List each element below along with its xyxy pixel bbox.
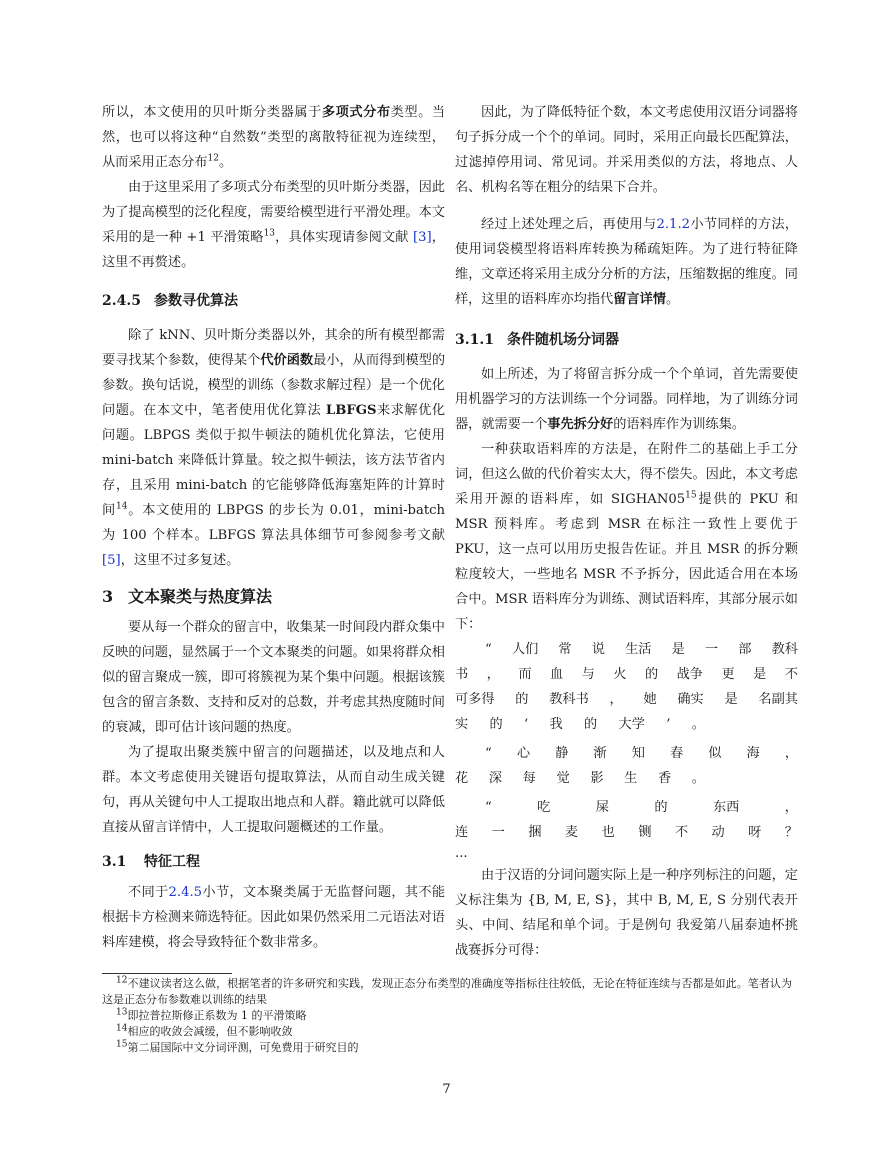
corpus-token: 似: [708, 746, 722, 761]
corpus-token: 花: [455, 771, 469, 786]
section-heading-3-1: 3.1 特征工程: [102, 854, 200, 870]
paragraph: 经过上述处理之后，再使用与2.1.2小节同样的方法，使用词袋模型将语料库转换为稀疏矩阵。为了进行特征降维，文章还将采用主成分分析的方法，压缩数据的维度。同样，这里的语料库亦均指代留言详情。: [455, 217, 799, 307]
paragraph: 不同于2.4.5小节，文本聚类属于无监督问题，其不能根据卡方检测来筛选特征。因此如果仍然采用二元语法对语料库建模，将会导致特征个数非常多。: [102, 885, 446, 950]
corpus-token: 不: [674, 825, 689, 840]
paragraph: 由于这里采用了多项式分布类型的贝叶斯分类器，因此为了提高模型的泛化程度，需要给模型进行平滑处理。本文采用的是一种 +1 平滑策略$^{13}$，具体实现请参阅文献 [3]，这里不再赘述。: [102, 180, 445, 270]
footnote-item: $^{15}$第二届国际中文分词评测，可免费用于研究目的: [116, 1039, 359, 1054]
corpus-token: “: [485, 642, 492, 657]
corpus-token: 的: [515, 692, 529, 707]
corpus-token: 书: [455, 667, 469, 682]
corpus-token: ‘: [524, 717, 529, 732]
paragraph: 要从每一个群众的留言中，收集某一时间段内群众集中反映的问题，显然属于一个文本聚类的问题。如果将群众相似的留言聚成一簇，即可将簇视为某个集中问题。根据该簇包含的留言条数、支持和反对的总数，并考虑其热度随时间的衰减，即可估计该问题的热度。: [102, 620, 445, 735]
corpus-token: ，: [486, 667, 500, 682]
corpus-token: 她: [643, 692, 657, 707]
corpus-token: 说: [591, 642, 605, 657]
left-column: [102, 100, 445, 955]
corpus-sample-line: [455, 766, 705, 791]
footnote-ref[interactable]: 15: [685, 490, 697, 501]
corpus-token: ’: [666, 717, 671, 732]
paragraph: 所以，本文使用的贝叶斯分类器属于多项式分布类型。当然，也可以将这种“自然数”类型的离散特征视为连续型，从而采用正态分布$^{12}$。: [102, 105, 446, 170]
corpus-token: 生活: [625, 642, 652, 657]
corpus-token: 我: [549, 717, 563, 732]
corpus-token: 是: [724, 692, 738, 707]
corpus-token: 春: [669, 746, 684, 761]
corpus-sample-line: [455, 741, 798, 766]
corpus-token: 而: [518, 667, 532, 682]
corpus-token: 的: [584, 717, 598, 732]
paragraph: 除了 kNN、贝叶斯分类器以外，其余的所有模型都需要寻找某个参数，使得某个代价函数最小，从而得到模型的参数。换句话说，模型的训练（参数求解过程）是一个优化问题。在本文中，笔者使用优化算法 LBFGS来求解优化问题。LBPGS 类似于拟牛顿法的随机优化算法，它使用 mini-batch 来降低计算量。较之拟牛顿法，该方法节省内存，且采用 mini-batch 的它能够降低海塞矩阵的计算时间$^{14}$。本文使用的 LBPGS 的步长为 0.01，mini-batch 为 100 个样本。LBFGS 算法具体细节可参阅参考文献 [5]，这里不过多复述。: [102, 328, 446, 568]
paragraph: 一种获取语料库的方法是，在附件二的基础上手工分词，但这么做的代价着实太大，得不偿失。因此，本文考虑采用开源的语料库，如 $SIGHAN05^{15}$提供的 PKU 和 MSR 预料库。考虑到 MSR 在标注一致性上要优于 PKU，这一点可以用历史报告佐证。并且 MSR 的拆分颗粒度较大，一些地名 MSR 不予拆分，因此适合用在本场合中。MSR 语料库分为训练、测试语料库，其部分展示如下：: [455, 442, 798, 632]
paragraph: 因此，为了降低特征个数，本文考虑使用汉语分词器将句子拆分成一个个的单词。同时，采用正向最长匹配算法，过滤掉停用词、常见词。并采用类似的方法，将地点、人名、机构名等在粗分的结果下合并。: [455, 105, 798, 195]
corpus-token: ？: [784, 825, 798, 840]
corpus-token: 静: [555, 746, 569, 761]
corpus-token: 大学: [618, 717, 645, 732]
corpus-token: 连: [455, 825, 469, 840]
corpus-token: 麦: [564, 825, 579, 840]
corpus-token: 是: [671, 642, 685, 657]
corpus-token: 海: [746, 746, 760, 761]
corpus-token: 人们: [511, 642, 539, 657]
footnote-ref[interactable]: 13: [263, 228, 276, 239]
footnote-item: $^{13}$即拉普拉斯修正系数为 1 的平滑策略: [116, 1007, 307, 1022]
corpus-token: ，: [784, 746, 798, 761]
footnote-item: $^{12}$不建议读者这么做，根据笔者的许多研究和实践，发现正态分布类型的准确度等指标往往较低，无论在特征连续与否都是如此。笔者认为这是正态分布参数难以训练的结果: [102, 975, 792, 1006]
paragraph: 如上所述，为了将留言拆分成一个个单词，首先需要使用机器学习的方法训练一个分词器。同样地，为了训练分词器，就需要一个事先拆分好的语料库作为训练集。: [455, 367, 798, 432]
corpus-token: 的: [644, 667, 659, 682]
corpus-token: 不: [784, 667, 798, 682]
corpus-token: 是: [753, 667, 767, 682]
ellipsis: ...: [455, 846, 468, 861]
corpus-token: 部: [738, 642, 752, 657]
corpus-token: 火: [613, 667, 627, 682]
corpus-token: 与: [581, 667, 595, 682]
corpus-token: 一: [704, 642, 719, 657]
corpus-token: 每: [522, 771, 536, 786]
corpus-sample-line: [455, 637, 798, 662]
corpus-token: 渐: [593, 746, 607, 761]
corpus-token: 一: [491, 825, 505, 840]
corpus-token: 吃: [537, 800, 551, 815]
corpus-token: 也: [601, 825, 615, 840]
corpus-token: 动: [711, 825, 725, 840]
section-heading-3: 3 文本聚类与热度算法: [102, 587, 273, 606]
corpus-token: ，: [784, 800, 798, 815]
corpus-token: 深: [488, 771, 503, 786]
corpus-token: 呀: [748, 825, 762, 840]
footnote-ref[interactable]: 12: [207, 153, 219, 164]
corpus-token: 实: [455, 717, 469, 732]
section-link[interactable]: 2.4.5: [168, 885, 203, 900]
section-heading-3-1-1: 3.1.1 条件随机场分词器: [455, 332, 619, 348]
corpus-sample-line: [455, 820, 798, 845]
corpus-token: ，: [609, 692, 623, 707]
citation-link[interactable]: [5]: [102, 553, 121, 568]
corpus-token: 铡: [638, 825, 652, 840]
citation-link[interactable]: [3]: [412, 230, 432, 245]
corpus-token: 捆: [528, 825, 542, 840]
corpus-token: 教科: [771, 642, 798, 657]
paragraph: 由于汉语的分词问题实际上是一种序列标注的问题，定义标注集为 {B, M, E, S}，其中 B, M, E, S 分别代表开头、中间、结尾和单个词。于是例句 我爱第八届泰迪杯挑战赛拆分可得：: [455, 868, 798, 958]
corpus-token: 知: [631, 746, 645, 761]
corpus-token: 名副其: [758, 692, 798, 707]
corpus-token: 影: [590, 771, 604, 786]
corpus-token: 。: [691, 771, 705, 786]
corpus-sample-line: [455, 662, 798, 687]
footnote-ref[interactable]: 14: [115, 501, 128, 512]
corpus-sample-line: [455, 795, 798, 820]
corpus-token: 战争: [676, 667, 703, 682]
corpus-token: 血: [549, 667, 564, 682]
corpus-token: 的: [654, 800, 668, 815]
footnotes: [102, 976, 792, 1056]
corpus-sample-line: [455, 712, 705, 737]
page-number: 7: [442, 1082, 451, 1097]
corpus-token: 觉: [556, 771, 570, 786]
corpus-token: “: [485, 800, 492, 815]
section-link[interactable]: 2.1.2: [656, 217, 691, 232]
right-column: [455, 100, 798, 963]
corpus-token: 东西: [713, 800, 740, 815]
footnote-rule: [102, 973, 232, 974]
corpus-token: 教科书: [549, 692, 589, 707]
footnote-item: $^{14}$相应的收敛会减缓，但不影响收敛: [116, 1023, 293, 1038]
corpus-token: 的: [489, 717, 503, 732]
corpus-sample-line: [455, 687, 798, 712]
paragraph: 为了提取出聚类簇中留言的问题描述，以及地点和人群。本文考虑使用关键语句提取算法，从而自动生成关键句，再从关键句中人工提取出地点和人群。籍此就可以降低直接从留言详情中，人工提取问题概述的工作量。: [102, 745, 445, 835]
corpus-token: 香: [657, 771, 672, 786]
corpus-token: 更: [721, 667, 735, 682]
corpus-token: 心: [516, 746, 531, 761]
corpus-token: 可多得: [455, 692, 495, 707]
corpus-token: 屎: [595, 800, 609, 815]
corpus-token: 生: [624, 771, 638, 786]
corpus-token: 确实: [677, 692, 704, 707]
corpus-token: “: [485, 746, 492, 761]
corpus-token: 常: [558, 642, 572, 657]
section-heading-2-4-5: 2.4.5 参数寻优算法: [102, 293, 238, 309]
corpus-token: 。: [691, 717, 705, 732]
